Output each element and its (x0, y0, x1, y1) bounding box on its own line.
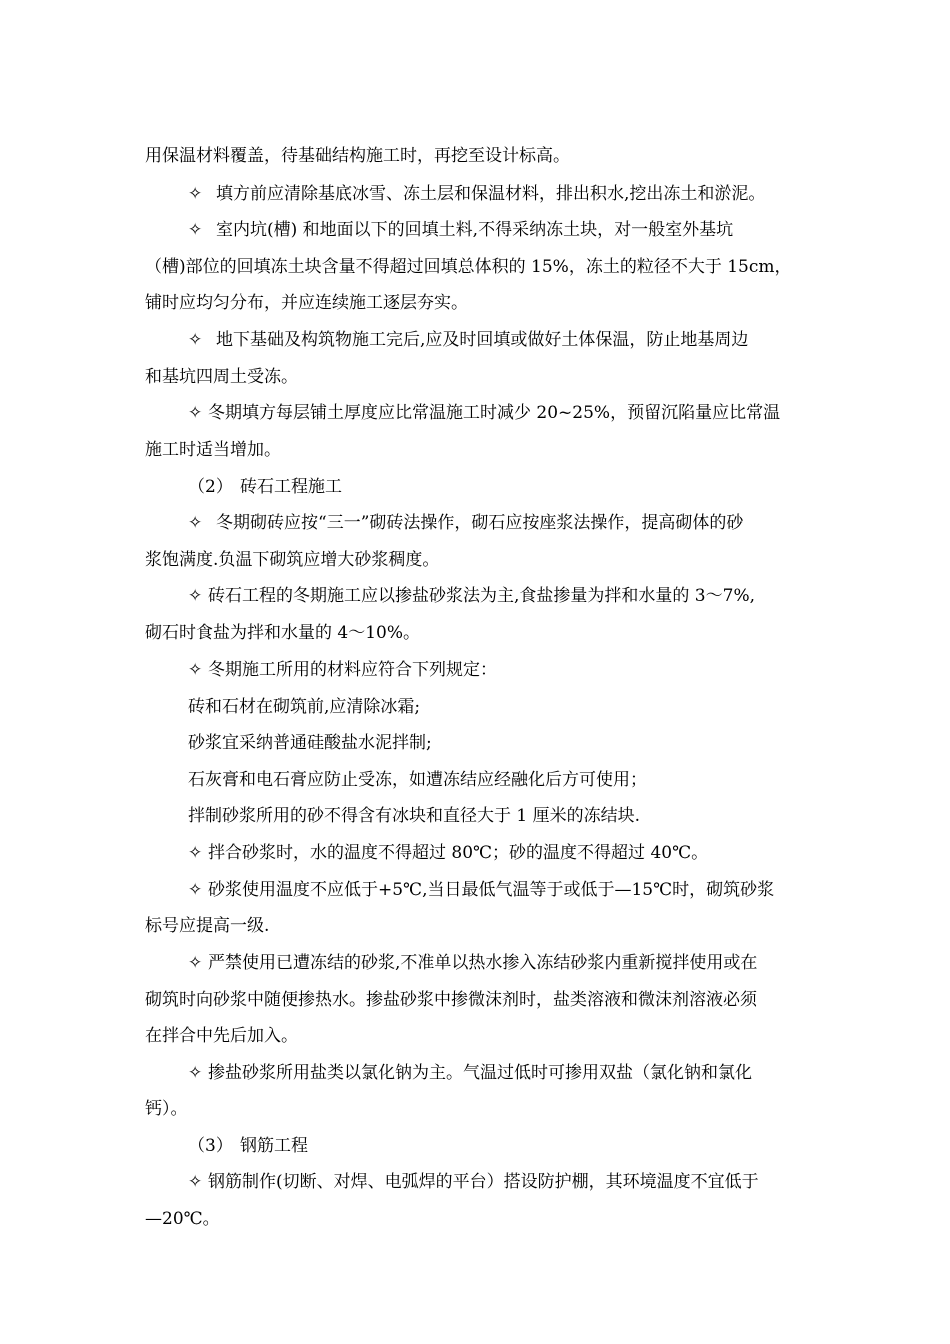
text: 砖石工程的冬期施工应以掺盐砂浆法为主,食盐掺量为拌和水量的 3～7%, (208, 586, 755, 606)
diamond-bullet-icon: ✧ (188, 1063, 203, 1083)
text: 砂浆宜采纳普通硅酸盐水泥拌制; (188, 733, 432, 753)
text: 施工时适当增加。 (145, 440, 281, 460)
text: —20℃。 (145, 1209, 220, 1229)
text: 浆饱满度.负温下砌筑应增大砂浆稠度。 (145, 550, 440, 570)
bullet-item (188, 953, 757, 973)
text: 填方前应清除基底冰雪、冻土层和保温材料，排出积水,挖出冻土和淤泥。 (216, 184, 766, 204)
paragraph-line (145, 990, 757, 1010)
text: 拌合砂浆时，水的温度不得超过 80℃；砂的温度不得超过 40℃。 (208, 843, 709, 863)
paragraph-line (145, 367, 298, 387)
bullet-item (188, 184, 765, 204)
bullet-item (188, 880, 774, 900)
paragraph-line (145, 1209, 220, 1229)
diamond-bullet-icon: ✧ (188, 403, 203, 423)
text: 砌石时食盐为拌和水量的 4～10%。 (145, 623, 421, 643)
text: 钙）。 (145, 1099, 188, 1119)
text: 冬期填方每层铺土厚度应比常温施工时减少 20~25%，预留沉陷量应比常温 (208, 403, 781, 423)
bullet-item (188, 220, 733, 240)
bullet-item (188, 843, 708, 863)
section-title: 钢筋工程 (240, 1136, 308, 1156)
paragraph-line (145, 293, 468, 313)
section-number: （2） (188, 477, 233, 497)
paragraph-line (188, 806, 640, 826)
paragraph-line (145, 623, 420, 643)
paragraph-line (188, 770, 647, 790)
diamond-bullet-icon: ✧ (188, 513, 203, 533)
text: 铺时应均匀分布，并应连续施工逐层夯实。 (145, 293, 468, 313)
section-title: 砖石工程施工 (240, 477, 342, 497)
text: 拌制砂浆所用的砂不得含有冰块和直径大于 1 厘米的冻结块. (188, 806, 641, 826)
diamond-bullet-icon: ✧ (188, 843, 203, 863)
text: 地下基础及构筑物施工完后,应及时回填或做好土体保温，防止地基周边 (216, 330, 749, 350)
text: 冬期施工所用的材料应符合下列规定： (208, 660, 497, 680)
bullet-item (188, 330, 748, 350)
text: 砂浆使用温度不应低于+5℃,当日最低气温等于或低于—15℃时，砌筑砂浆 (208, 880, 775, 900)
diamond-bullet-icon: ✧ (188, 330, 203, 350)
diamond-bullet-icon: ✧ (188, 184, 203, 204)
diamond-bullet-icon: ✧ (188, 1172, 203, 1192)
diamond-bullet-icon: ✧ (188, 586, 203, 606)
paragraph-line (145, 1099, 188, 1119)
bullet-item (188, 403, 780, 423)
section-heading (188, 1136, 308, 1156)
paragraph-line (145, 257, 792, 277)
bullet-item (188, 1063, 752, 1083)
text: 掺盐砂浆所用盐类以氯化钠为主。气温过低时可掺用双盐（氯化钠和氯化 (208, 1063, 752, 1083)
text: 和基坑四周土受冻。 (145, 367, 298, 387)
text: 标号应提高一级. (145, 916, 270, 936)
text: 石灰膏和电石膏应防止受冻，如遭冻结应经融化后方可使用； (188, 770, 647, 790)
paragraph-line (145, 440, 281, 460)
paragraph-line (188, 697, 420, 717)
text: 冬期砌砖应按“三一”砌砖法操作，砌石应按座浆法操作，提高砌体的砂 (216, 513, 744, 533)
text: 钢筋制作(切断、对焊、电弧焊的平台）搭设防护棚，其环境温度不宜低于 (208, 1172, 759, 1192)
text: 用保温材料覆盖，待基础结构施工时，再挖至设计标高。 (145, 146, 570, 166)
bullet-item (188, 660, 497, 680)
paragraph-line (145, 550, 439, 570)
diamond-bullet-icon: ✧ (188, 220, 203, 240)
paragraph-line (188, 733, 432, 753)
text: 砖和石材在砌筑前,应清除冰霜; (188, 697, 421, 717)
bullet-item (188, 586, 755, 606)
paragraph-line (145, 916, 269, 936)
text: 在拌合中先后加入。 (145, 1026, 298, 1046)
diamond-bullet-icon: ✧ (188, 880, 203, 900)
section-heading (188, 477, 342, 497)
diamond-bullet-icon: ✧ (188, 953, 203, 973)
text: （槽)部位的回填冻土块含量不得超过回填总体积的 15%，冻土的粒径不大于 15cm， (145, 257, 792, 277)
text: 砌筑时向砂浆中随便掺热水。掺盐砂浆中掺微沫剂时，盐类溶液和微沫剂溶液必须 (145, 990, 757, 1010)
bullet-item (188, 1172, 759, 1192)
section-number: （3） (188, 1136, 233, 1156)
text: 严禁使用已遭冻结的砂浆,不准单以热水掺入冻结砂浆内重新搅拌使用或在 (208, 953, 758, 973)
text: 室内坑(槽) 和地面以下的回填土料,不得采纳冻土块，对一般室外基坑 (216, 220, 734, 240)
diamond-bullet-icon: ✧ (188, 660, 203, 680)
paragraph-line (145, 1026, 298, 1046)
bullet-item (188, 513, 743, 533)
paragraph-line (145, 146, 570, 166)
